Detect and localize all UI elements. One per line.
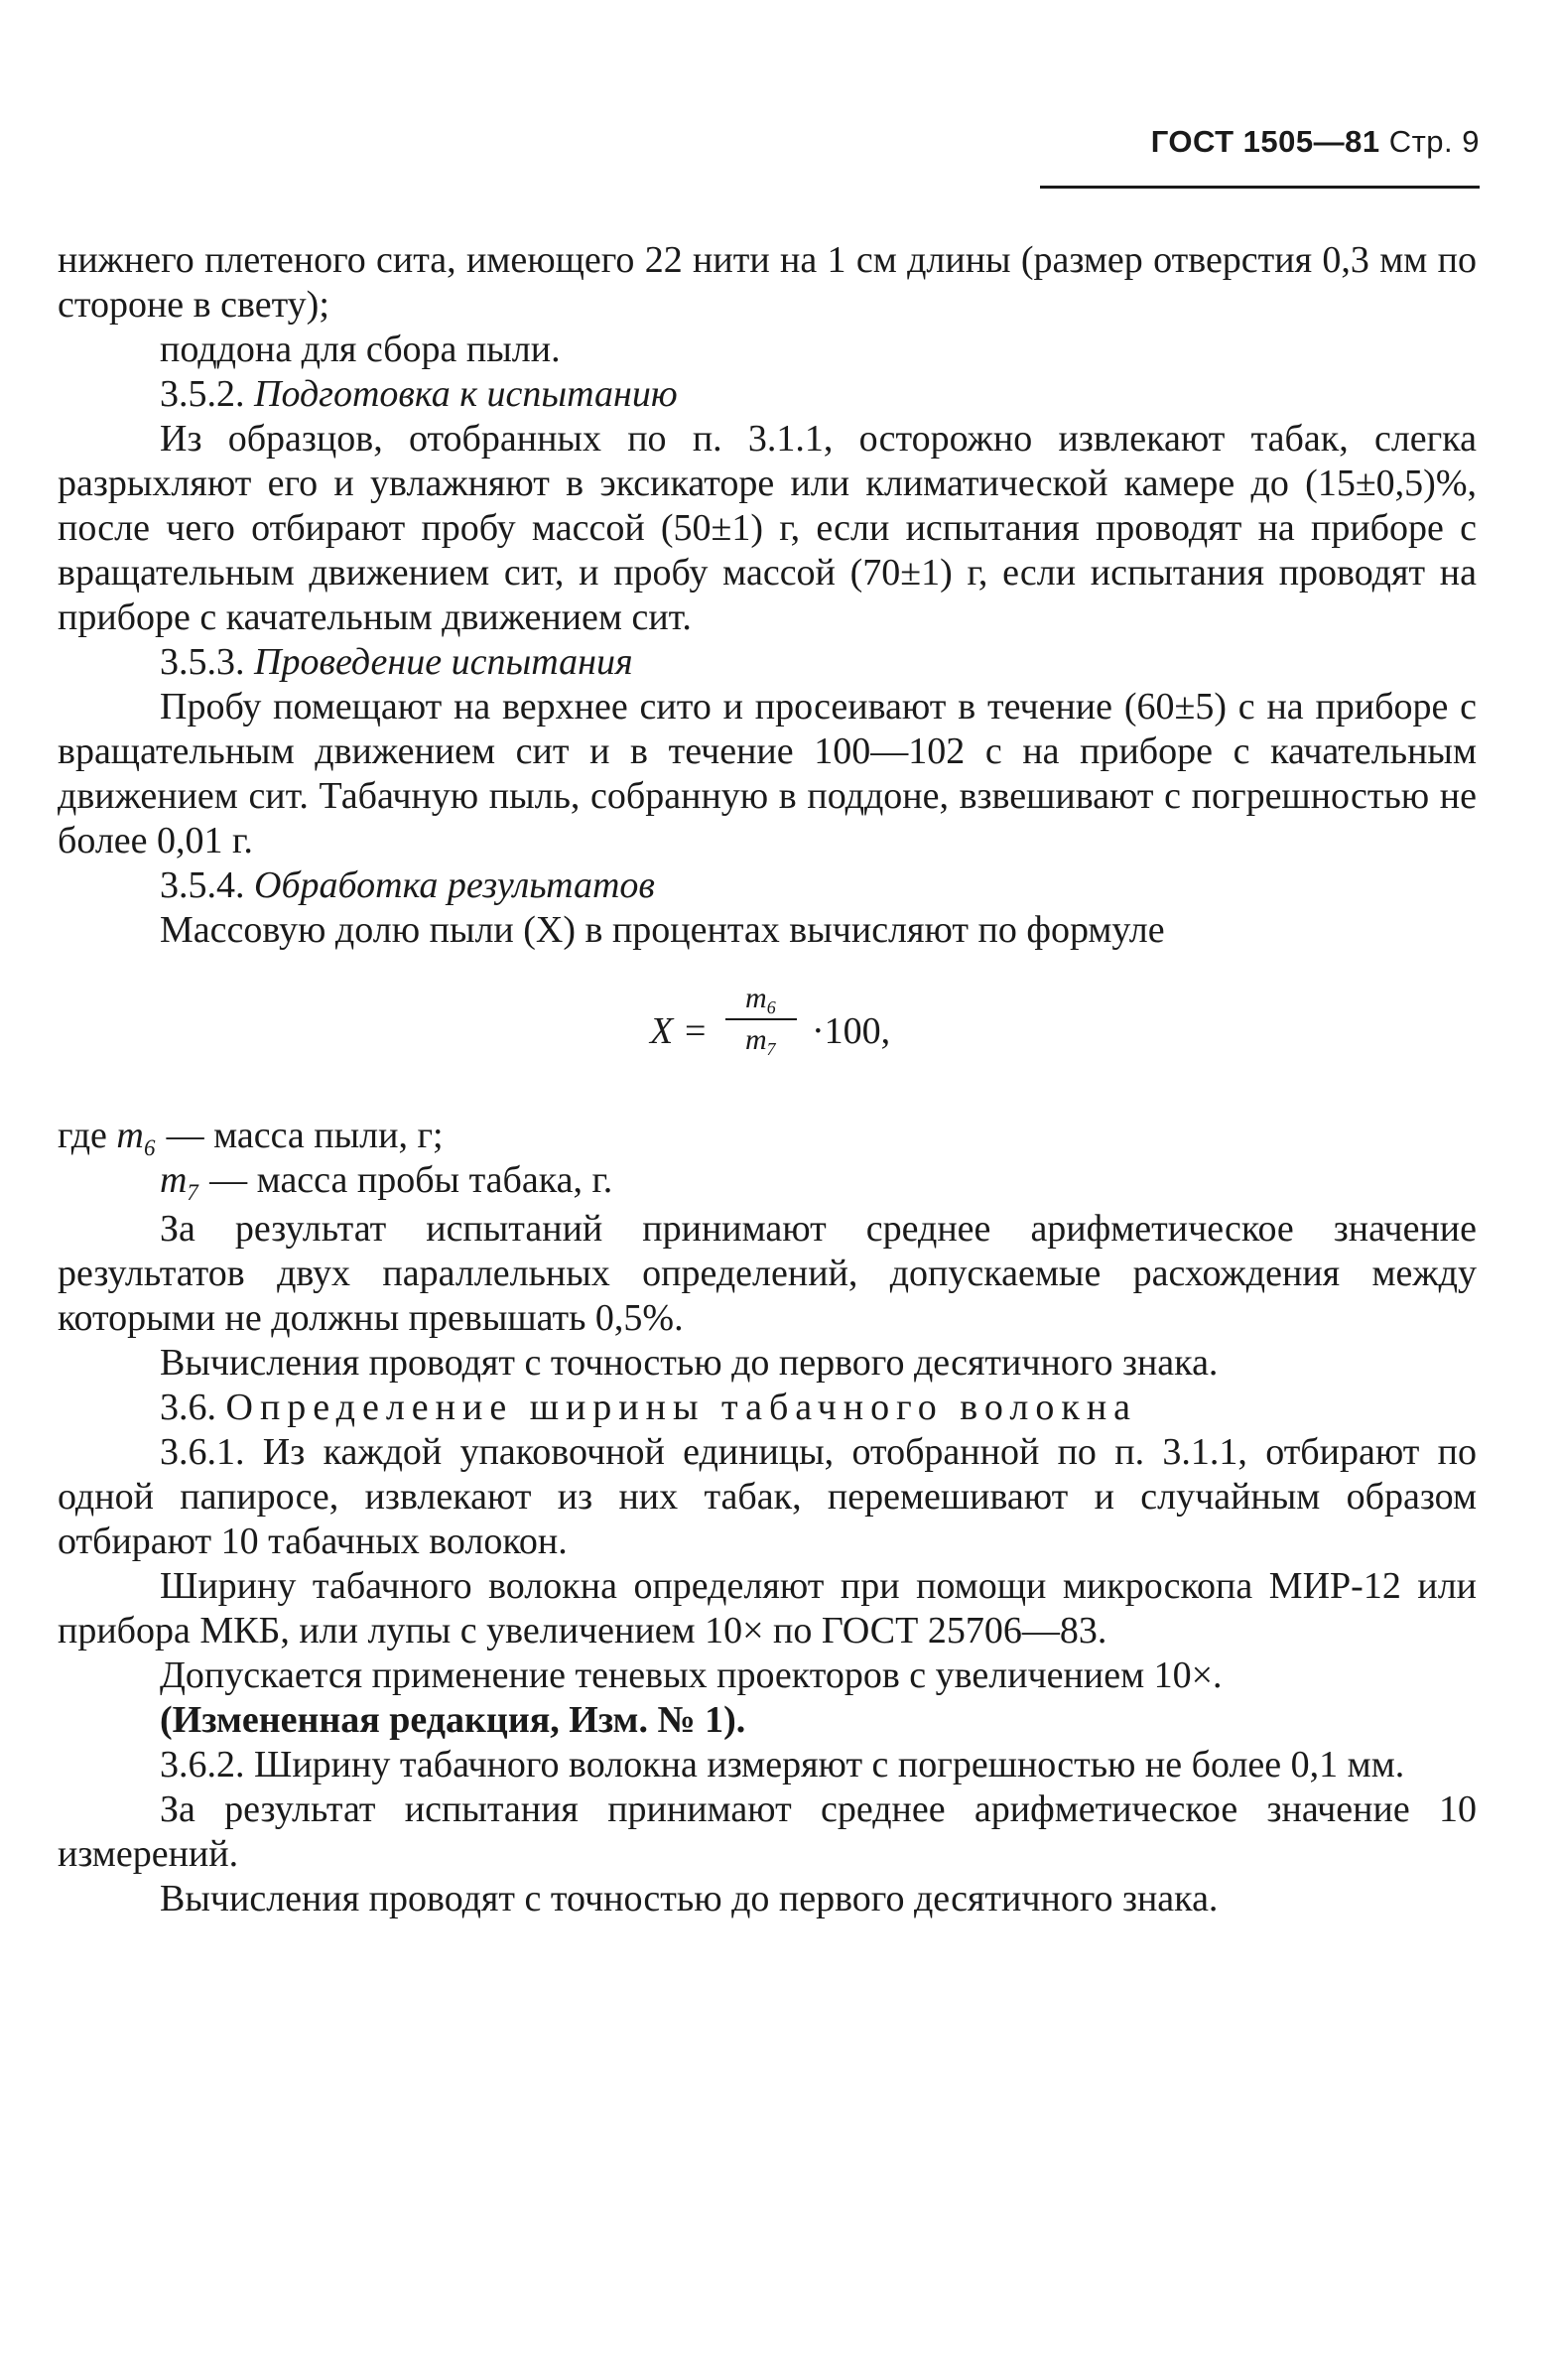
heading-3-6 — [58, 1386, 1477, 1430]
formula-numerator: m₆ — [744, 982, 778, 1014]
dust-fraction-formula — [58, 978, 1477, 1102]
paragraph-formula-intro: Массовую долю пыли (X) в процентах вычисляют по формуле — [160, 909, 1165, 951]
paragraph-3-6-1: 3.6.1. Из каждой упаковочной единицы, отобранной по п. 3.1.1, отбирают по одной папиросе, извлекают из них табак, перемешивают и случайным образом отбирают 10 табачных волокон. — [58, 1431, 1477, 1562]
page-header — [1151, 124, 1480, 160]
page-number: Стр. 9 — [1388, 124, 1480, 159]
header-rule — [1040, 186, 1480, 189]
paragraph-result-width: За результат испытания принимают среднее арифметическое значение 10 измерений. — [58, 1788, 1477, 1875]
paragraph-calculation-precision-2: Вычисления проводят с точностью до первого десятичного знака. — [160, 1878, 1219, 1919]
definition-var-m6: m₆ — [116, 1115, 158, 1156]
heading-3-5-4-number: 3.5.4. — [160, 864, 245, 906]
heading-3-5-3 — [58, 640, 1477, 685]
definition-row-m7 — [58, 1158, 1477, 1203]
paragraph-calculation-precision: Вычисления проводят с точностью до первого десятичного знака. — [160, 1342, 1219, 1384]
formula-denominator: m₇ — [744, 1023, 778, 1056]
paragraph-projectors: Допускается применение теневых проекторов с увеличением 10×. — [160, 1654, 1223, 1696]
formula-lhs: X — [650, 1010, 674, 1052]
heading-3-5-4-title: Обработка результатов — [254, 864, 655, 906]
paragraph-preparation: Из образцов, отобранных по п. 3.1.1, осторожно извлекают табак, слегка разрыхляют его и увлажняют в эксикаторе или климатической камере до (15±0,5)%, после чего отбирают пробу массой (50±1) г, если испытания проводят на приборе с вращательным движением сит, и пробу массой (70±1) г, если испытания проводят на приборе с качательным движением сит. — [58, 418, 1477, 638]
page-body — [58, 238, 1477, 1921]
heading-3-5-4 — [58, 863, 1477, 908]
heading-3-5-2-number: 3.5.2. — [160, 373, 245, 415]
definition-row-m6 — [58, 1114, 1477, 1158]
paragraph-result-dust: За результат испытаний принимают среднее арифметическое значение результатов двух параллельных определений, допускаемые расхождения между которыми не должны превышать 0,5%. — [58, 1208, 1477, 1339]
formula-fraction-bar — [725, 1018, 797, 1020]
paragraph-amendment-note: (Измененная редакция, Изм. № 1). — [160, 1699, 746, 1741]
definition-text-m6: — масса пыли, г; — [157, 1115, 444, 1156]
heading-3-5-2 — [58, 372, 1477, 417]
paragraph-sieve-bottom: нижнего плетеного сита, имеющего 22 нити на 1 см длины (размер отверстия 0,3 мм по стороне в свету); — [58, 239, 1477, 326]
paragraph-testing: Пробу помещают на верхнее сито и просеивают в течение (60±5) с на приборе с вращательным движением сит и в течение 100—102 с на приборе с качательным движением сит. Табачную пыль, собранную в поддоне, взвешивают с погрешностью не более 0,01 г. — [58, 686, 1477, 861]
paragraph-microscope: Ширину табачного волокна определяют при помощи микроскопа МИР-12 или прибора МКБ, или лупы с увеличением 10× по ГОСТ 25706—83. — [58, 1565, 1477, 1652]
heading-3-5-3-number: 3.5.3. — [160, 641, 245, 683]
heading-3-5-3-title: Проведение испытания — [254, 641, 633, 683]
heading-3-6-title: Определение ширины табачного волокна — [225, 1387, 1138, 1428]
variable-definitions — [58, 1114, 1477, 1203]
heading-3-6-number: 3.6. — [160, 1387, 216, 1428]
paragraph-3-6-2: 3.6.2. Ширину табачного волокна измеряют с погрешностью не более 0,1 мм. — [160, 1744, 1405, 1785]
formula-fraction — [725, 982, 797, 1057]
formula-multiplier: ·100, — [812, 1010, 891, 1052]
formula-equals: = — [685, 1010, 707, 1052]
definition-var-m7: m₇ — [160, 1159, 200, 1201]
definition-where: где — [58, 1115, 107, 1156]
standard-number: ГОСТ 1505—81 — [1150, 124, 1380, 159]
heading-3-5-2-title: Подготовка к испытанию — [254, 373, 678, 415]
definition-text-m7: — масса пробы табака, г. — [199, 1159, 613, 1201]
paragraph-dust-tray: поддона для сбора пыли. — [160, 329, 561, 370]
